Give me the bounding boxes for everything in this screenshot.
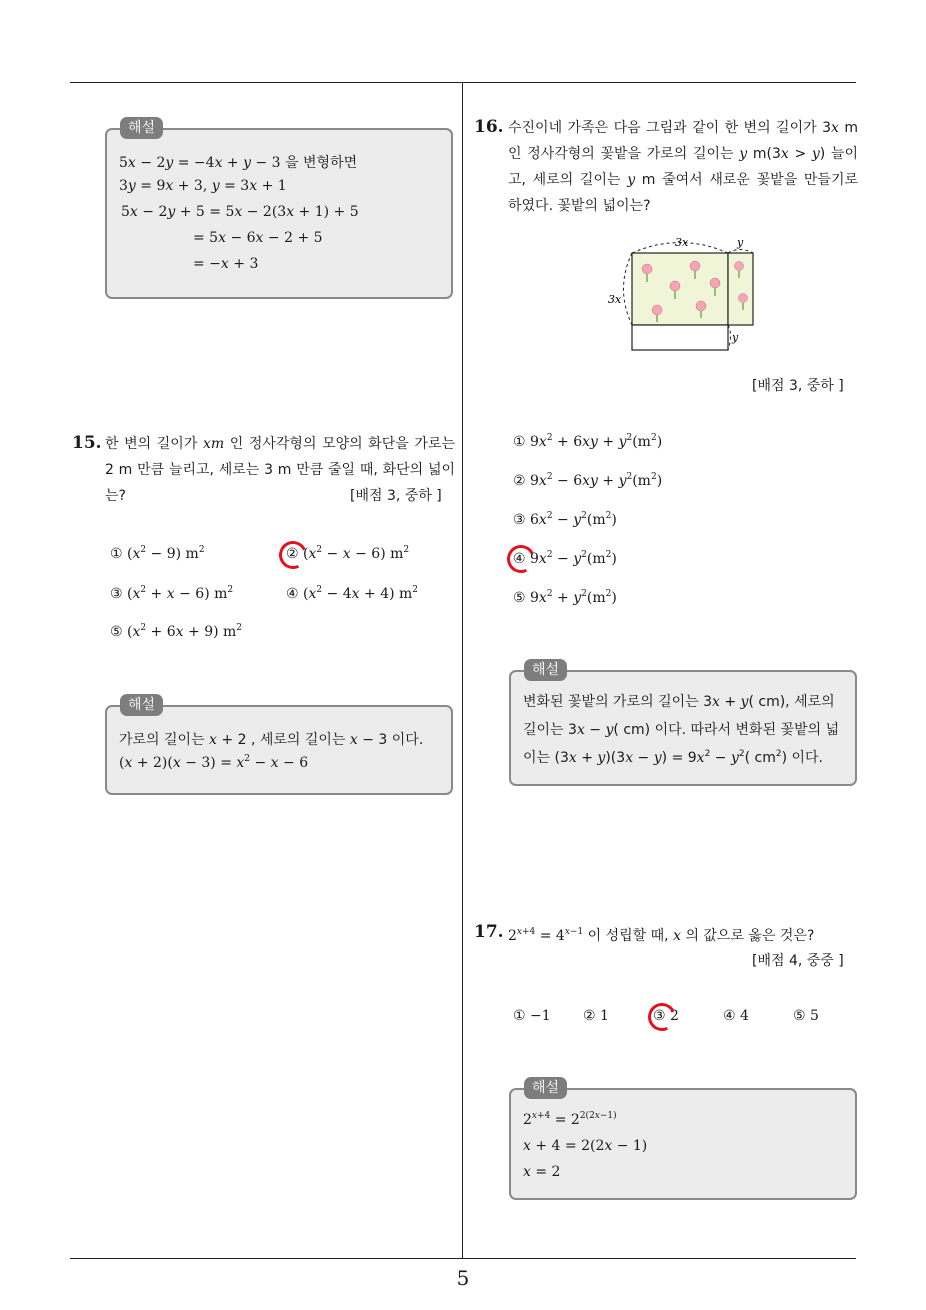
q14-solution-line: 5x − 2y + 5 = 5x − 2(3x + 1) + 5	[121, 204, 359, 220]
figure-label-top: 3x	[675, 236, 689, 249]
answer-mark-circle	[503, 541, 539, 577]
answer-mark-circle	[275, 537, 311, 573]
q16-choice-5[interactable]: ⑤ $9x^2 + y^2(m^2)$	[513, 589, 617, 606]
q15-question-text: 한 변의 길이가 xm 인 정사각형의 모양의 화단을 가로는 2 m 만큼 늘리고, 세로는 3 m 만큼 줄일 때, 화단의 넓이는?	[105, 436, 455, 504]
q14-solution-line: 3y = 9x + 3, y = 3x + 1	[119, 178, 287, 194]
q17-choice-4[interactable]: ④ 4	[723, 1008, 749, 1024]
q17-solution-line: x = 2	[523, 1164, 561, 1180]
q17-question-text: $2^{x+4} = 4^{x-1}$ 이 성립할 때, x 의 값으로 옳은 것은?	[508, 927, 815, 944]
solution-tag: 해설	[524, 659, 567, 681]
q17-score: [배점 4, 중중 ]	[752, 953, 844, 969]
q15-choice-5[interactable]: ⑤ $(x^2 + 6x + 9)$ $m^2$	[110, 623, 243, 640]
q17-solution-box	[509, 1080, 857, 1200]
q15-choice-3[interactable]: ③ $(x^2 + x - 6)$ $m^2$	[110, 585, 234, 602]
bottom-rule	[70, 1258, 856, 1259]
q15-solution-line: 가로의 길이는 x + 2 , 세로의 길이는 x − 3 이다.	[119, 732, 424, 748]
q15-score: [배점 3, 중하 ]	[350, 488, 442, 504]
q16-choice-3[interactable]: ③ $6x^2 - y^2(m^2)$	[513, 511, 617, 528]
q16-question-text: 수진이네 가족은 다음 그림과 같이 한 변의 길이가 3x m 인 정사각형의 꽃밭을 가로의 길이는 y m(3x > y) 늘이고, 세로의 길이는 y m 줄여서 새로운 꽃밭을 만들기로 하였다. 꽃밭의 넓이는?	[508, 120, 859, 214]
q17-choice-3[interactable]: ③ 2	[653, 1008, 679, 1024]
q16-choice-4[interactable]: ④ $9x^2 - y^2(m^2)$	[513, 550, 617, 567]
q14-solution-line: 5x − 2y = −4x + y − 3 을 변형하면	[119, 155, 358, 171]
q14-solution-line: = 5x − 6x − 2 + 5	[193, 230, 323, 246]
q15-choice-4[interactable]: ④ $(x^2 - 4x + 4)$ $m^2$	[286, 585, 419, 602]
q15-solution-line: $(x + 2)(x - 3) = x^2 - x - 6$	[119, 754, 309, 771]
solution-tag: 해설	[120, 117, 163, 139]
q15-choice-1[interactable]: ① $(x^2 - 9)$ $m^2$	[110, 545, 205, 562]
answer-mark-circle	[644, 999, 680, 1035]
q15-choice-2[interactable]: ② $(x^2 - x - 6)$ $m^2$	[286, 545, 410, 562]
q16-choice-2[interactable]: ② $9x^2 - 6xy + y^2(m^2)$	[513, 472, 663, 489]
q17-solution-line: $2^{x+4} = 2^{2(2x-1)}$	[523, 1111, 617, 1128]
q16-choice-1[interactable]: ① $9x^2 + 6xy + y^2(m^2)$	[513, 433, 663, 450]
q14-solution-line: = −x + 3	[193, 256, 259, 272]
column-divider	[462, 82, 463, 1258]
solution-tag: 해설	[524, 1077, 567, 1099]
figure-label-bottom-right: y	[732, 331, 739, 344]
q17-solution-line: x + 4 = 2(2x − 1)	[523, 1138, 648, 1154]
q15-number: 15.	[72, 433, 102, 453]
q16-score: [배점 3, 중하 ]	[752, 378, 844, 394]
q17-choice-1[interactable]: ① −1	[513, 1008, 551, 1024]
figure-label-top-right: y	[737, 236, 744, 249]
q14-solution-box	[105, 120, 453, 299]
q17-number: 17.	[474, 922, 504, 942]
q17-choice-5[interactable]: ⑤ 5	[793, 1008, 819, 1024]
q16-number: 16.	[474, 117, 504, 137]
page-number: 5	[456, 1266, 470, 1290]
q17-choice-2[interactable]: ② 1	[583, 1008, 609, 1024]
figure-label-left: 3x	[608, 293, 622, 306]
q15-solution-box	[105, 697, 453, 795]
flower-bed-figure	[605, 234, 765, 356]
q16-solution-box	[509, 662, 857, 786]
solution-tag: 해설	[120, 694, 163, 716]
top-rule	[70, 82, 856, 83]
q16-solution-text: 변화된 꽃밭의 가로의 길이는 3x + y( cm), 세로의 길이는 3x − y( cm) 이다. 따라서 변화된 꽃밭의 넓이는 $(3x + y)(3x - y) = 9x^2 - y^2$( $cm^2$) 이다.	[523, 694, 840, 766]
